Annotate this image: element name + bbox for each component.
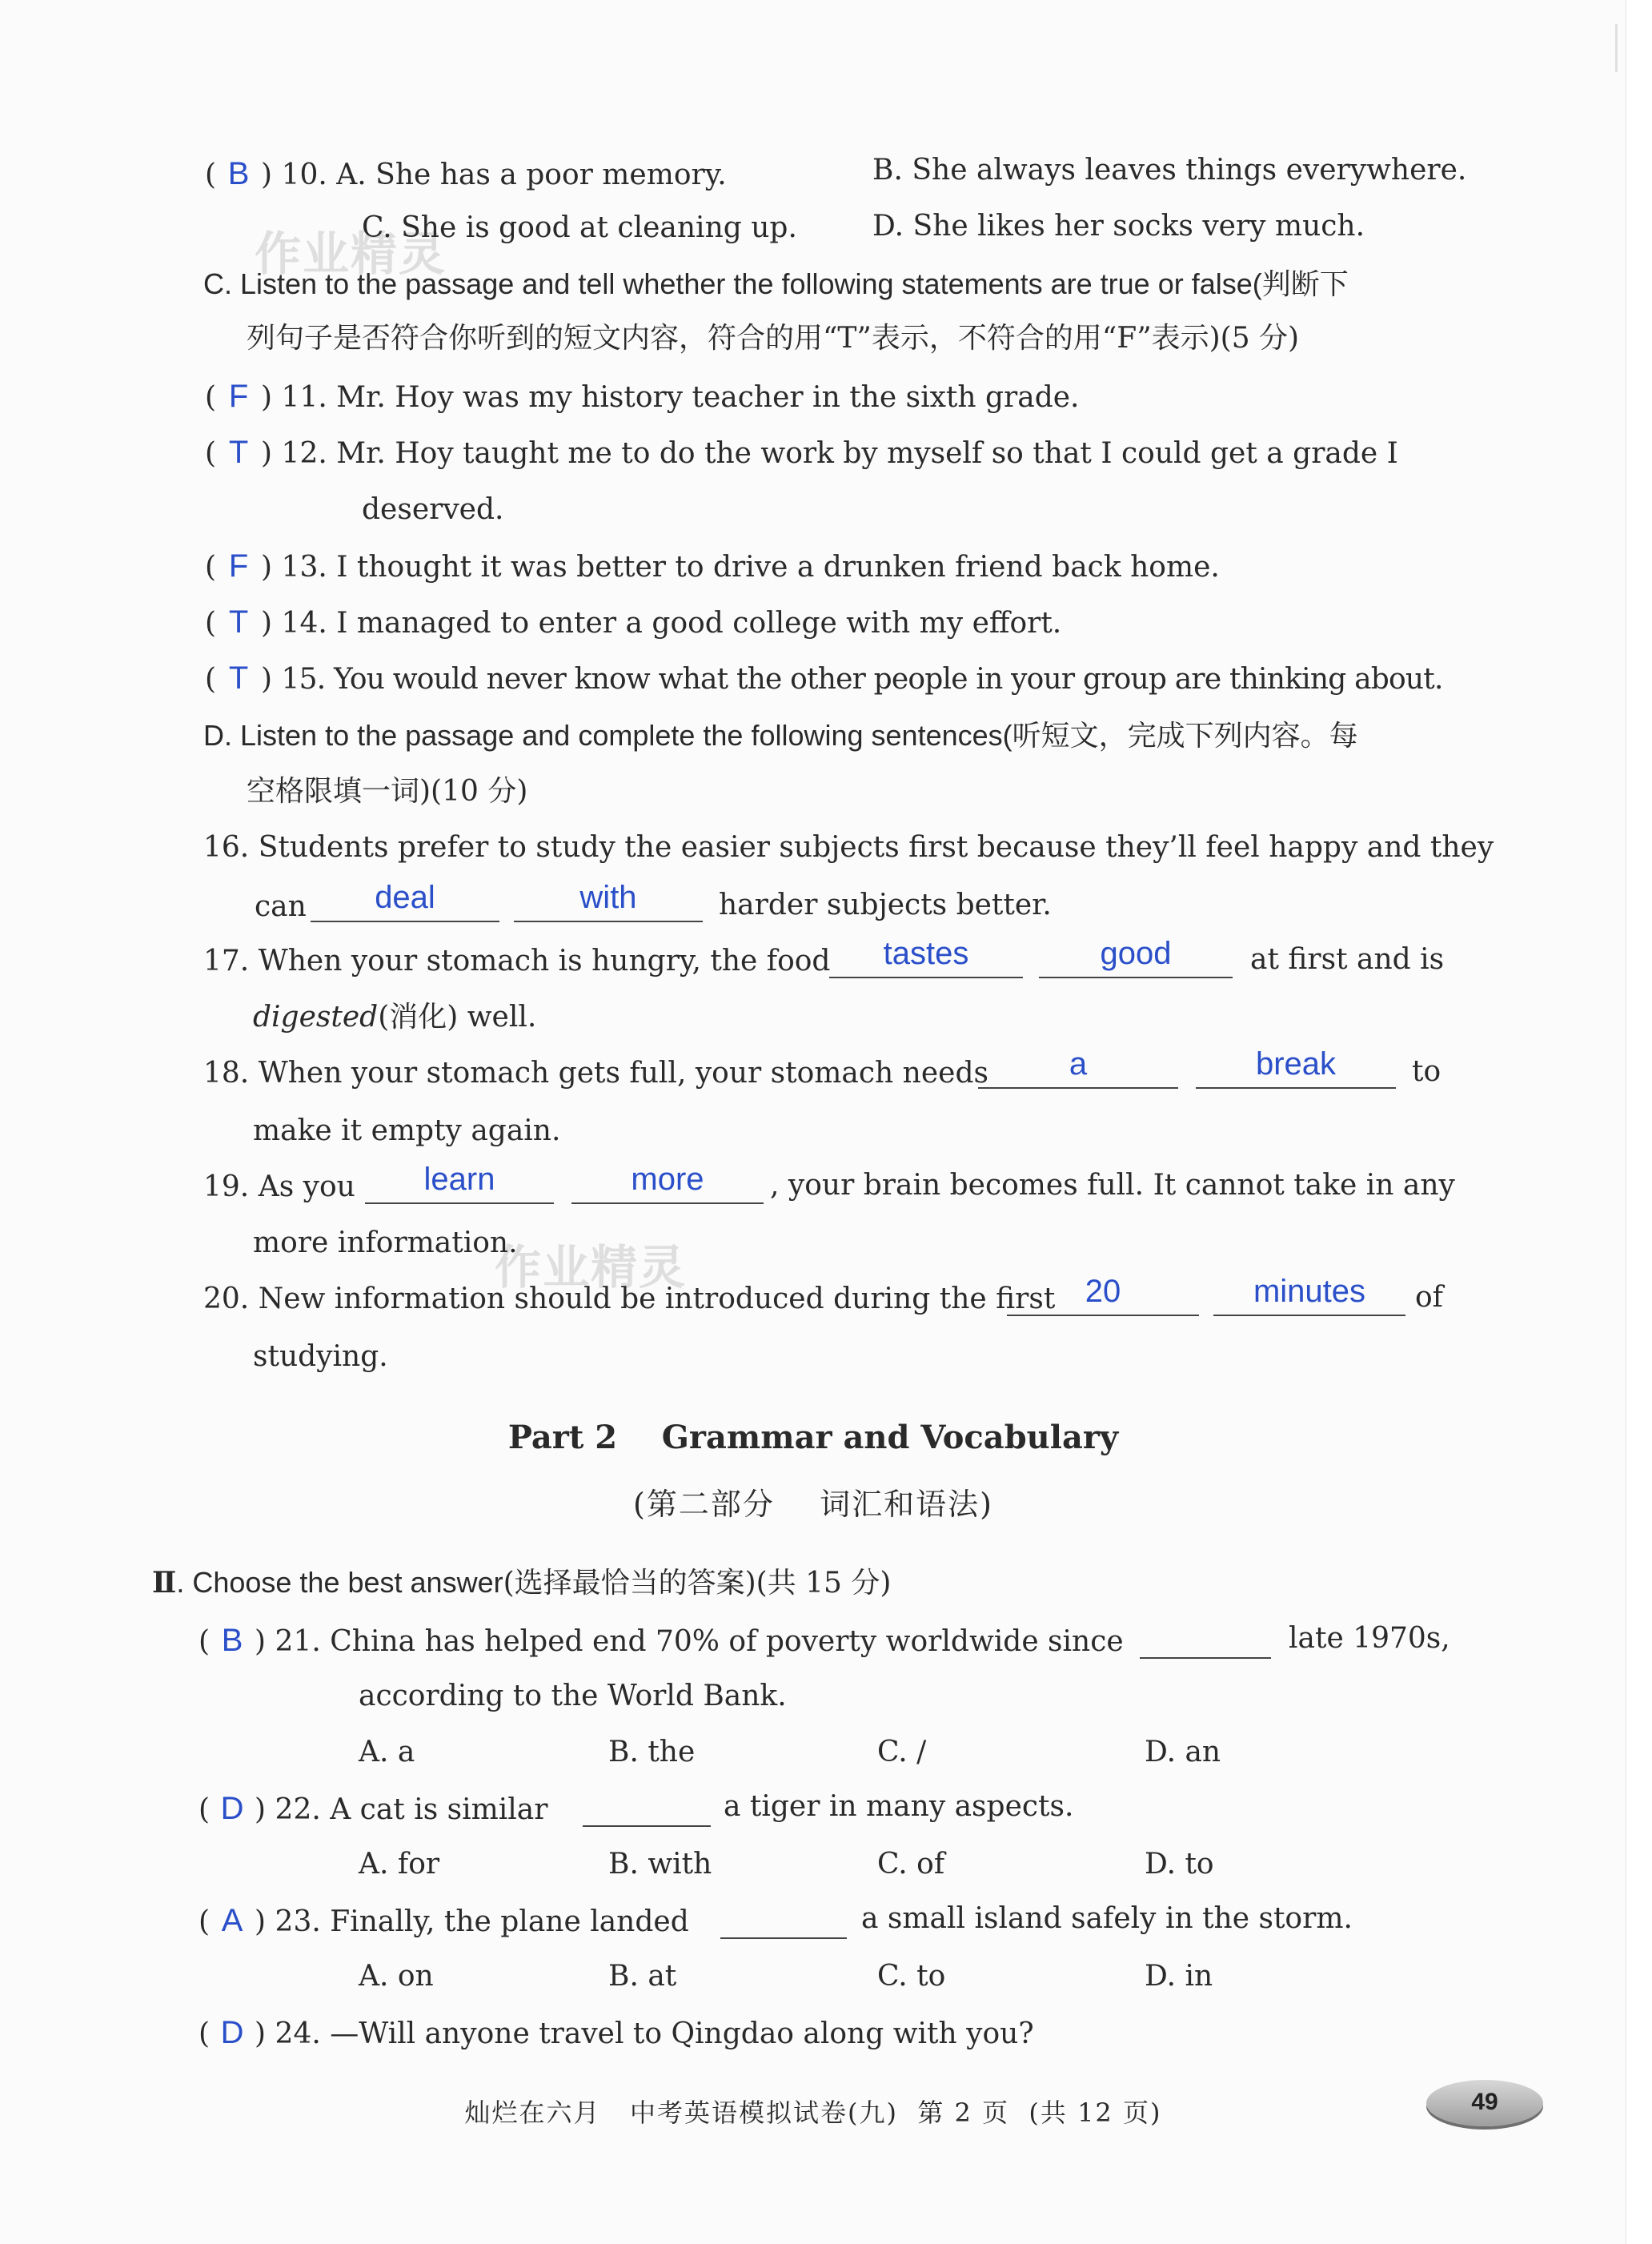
q16-answer-2: with: [579, 880, 637, 915]
q18-answer-1: a: [1069, 1046, 1088, 1082]
q24-answer: D: [220, 2015, 244, 2050]
q17-blank-2[interactable]: [1039, 936, 1233, 978]
q24-row: ( D ) 24. —Will anyone travel to Qingdao along with you?: [198, 2015, 1034, 2050]
page-edge: [1626, 0, 1652, 2244]
watermark: 作业精灵: [255, 227, 447, 281]
q23-answer: A: [221, 1903, 243, 1938]
q18-line2: make it empty again.: [253, 1114, 561, 1147]
q20-answer-2: minutes: [1253, 1274, 1366, 1309]
q19-blank-1[interactable]: [365, 1162, 554, 1204]
q22-option-a[interactable]: A. for: [359, 1848, 440, 1881]
q12-row: ( T ) 12. Mr. Hoy taught me to do the work by myself so that I could get a grade I: [205, 435, 1398, 470]
q18-blank-1[interactable]: [978, 1046, 1178, 1089]
q20-post: of: [1415, 1281, 1443, 1314]
q17-post: at first and is: [1250, 943, 1445, 976]
q13-row: ( F ) 13. I thought it was better to drive a drunken friend back home.: [205, 548, 1220, 584]
q23-post: a small island safely in the storm.: [861, 1902, 1353, 1935]
page-footer: 灿烂在六月 中考英语模拟试卷(九) 第 2 页 (共 12 页): [464, 2097, 1162, 2128]
section-d-instructions-2: 空格限填一词)(10 分): [247, 775, 528, 808]
q15-row: ( T ) 15. You would never know what the other people in your group are thinking about.: [205, 660, 1443, 696]
q19-line2: more information.: [253, 1226, 518, 1259]
q22-answer: D: [220, 1791, 244, 1826]
q21-text: 21. China has helped end 70% of poverty worldwide since: [275, 1625, 1124, 1658]
watermark: 作业精灵: [495, 1240, 688, 1295]
q23-option-d[interactable]: D. in: [1145, 1960, 1213, 1993]
q17-italic-word: digested: [253, 1001, 379, 1034]
q14-row: ( T ) 14. I managed to enter a good college with my effort.: [205, 604, 1062, 640]
q17-blank-1[interactable]: [829, 936, 1023, 978]
q13-text: 13. I thought it was better to drive a drunken friend back home.: [281, 551, 1220, 584]
q19-blank-2[interactable]: [571, 1162, 764, 1204]
q12-text: 12. Mr. Hoy taught me to do the work by myself so that I could get a grade I: [281, 437, 1398, 470]
q20-blank-2[interactable]: [1213, 1274, 1405, 1316]
q19-post: , your brain becomes full. It cannot take in any: [770, 1169, 1455, 1202]
q21-blank[interactable]: [1140, 1620, 1271, 1659]
q12-continuation: deserved.: [362, 493, 504, 526]
q10-option-b: B. She always leaves things everywhere.: [872, 154, 1467, 187]
q20-line2: studying.: [253, 1340, 388, 1373]
q22-option-c[interactable]: C. of: [877, 1848, 945, 1881]
section-ii-title-en: . Choose the best answer: [176, 1566, 503, 1599]
q23-row: ( A ) 23. Finally, the plane landed: [198, 1903, 689, 1938]
q10-number: 10.: [281, 159, 327, 191]
q22-post: a tiger in many aspects.: [724, 1790, 1074, 1823]
q17-line2-rest: (消化) well.: [378, 1001, 537, 1034]
q17-pre: 17. When your stomach is hungry, the food: [203, 945, 831, 977]
q21-post: late 1970s,: [1289, 1622, 1450, 1655]
q22-option-d[interactable]: D. to: [1145, 1848, 1214, 1881]
section-c-instructions-2: 列句子是否符合你听到的短文内容，符合的用“T”表示，不符合的用“F”表示)(5 分): [247, 322, 1300, 355]
q17-line2: [253, 999, 536, 1036]
section-c-instructions-1: C. Listen to the passage and tell whether the following statements are true or false(判断下: [203, 267, 1349, 300]
section-d-instructions-1: D. Listen to the passage and complete the following sentences(听短文，完成下列内容。每: [203, 719, 1358, 752]
q24-text: 24. —Will anyone travel to Qingdao along with you?: [275, 2017, 1034, 2050]
q23-option-c[interactable]: C. to: [877, 1960, 946, 1993]
q23-option-b[interactable]: B. at: [608, 1960, 677, 1993]
section-ii-title: [152, 1564, 891, 1602]
q17-answer-1: tastes: [883, 936, 969, 971]
q21-option-b[interactable]: B. the: [608, 1736, 696, 1768]
q21-line2: according to the World Bank.: [359, 1680, 787, 1712]
section-ii-roman: Ⅱ: [152, 1566, 177, 1600]
q20-answer-1: 20: [1085, 1274, 1121, 1309]
q15-text: 15. You would never know what the other people in your group are thinking about.: [281, 663, 1443, 696]
q10-row1: ( B ) 10. A. She has a poor memory.: [205, 156, 727, 191]
q21-row: ( B ) 21. China has helped end 70% of poverty worldwide since: [198, 1623, 1124, 1658]
q18-pre: 18. When your stomach gets full, your stomach needs: [203, 1057, 988, 1090]
q10-option-a: A. She has a poor memory.: [336, 159, 727, 191]
q13-answer: F: [228, 548, 249, 584]
q14-text: 14. I managed to enter a good college with my effort.: [281, 607, 1062, 640]
q11-row: ( F ) 11. Mr. Hoy was my history teacher in the sixth grade.: [205, 379, 1080, 414]
q12-answer: T: [228, 435, 249, 470]
q16-blank-1[interactable]: [311, 880, 499, 922]
q16-answer-1: deal: [375, 880, 435, 915]
q23-text: 23. Finally, the plane landed: [275, 1905, 689, 1938]
q19-answer-1: learn: [423, 1162, 495, 1197]
q16-line1: 16. Students prefer to study the easier subjects first because they’ll feel happy and they: [203, 831, 1494, 864]
q10-answer: B: [227, 156, 250, 191]
q14-answer: T: [228, 604, 249, 640]
q21-answer: B: [221, 1623, 243, 1658]
q19-answer-2: more: [631, 1162, 704, 1197]
q22-option-b[interactable]: B. with: [608, 1848, 712, 1881]
q21-option-d[interactable]: D. an: [1145, 1736, 1221, 1768]
q23-option-a[interactable]: A. on: [359, 1960, 434, 1993]
q16-pre: can: [255, 890, 307, 923]
q18-post: to: [1412, 1055, 1441, 1088]
q20-pre: 20. New information should be introduced during the first: [203, 1283, 1056, 1315]
q23-blank[interactable]: [720, 1901, 847, 1939]
q21-option-c[interactable]: C. /: [877, 1736, 927, 1768]
part2-title: Part 2 Grammar and Vocabulary: [507, 1419, 1119, 1456]
q10-option-c: C. She is good at cleaning up.: [362, 211, 797, 244]
q11-text: 11. Mr. Hoy was my history teacher in the sixth grade.: [281, 381, 1080, 414]
q22-blank[interactable]: [583, 1788, 711, 1827]
section-ii-title-cn: (选择最恰当的答案)(共 15 分): [503, 1567, 892, 1600]
q11-answer: F: [228, 379, 249, 414]
page-edge-mark: [1615, 24, 1618, 72]
q20-blank-1[interactable]: [1007, 1274, 1199, 1316]
q10-option-d: D. She likes her socks very much.: [872, 210, 1365, 243]
q15-answer: T: [228, 660, 249, 696]
q21-option-a[interactable]: A. a: [359, 1736, 415, 1768]
q22-row: ( D ) 22. A cat is similar: [198, 1791, 548, 1826]
page-number-badge: 49: [1426, 2080, 1543, 2126]
q16-post: harder subjects better.: [719, 889, 1052, 921]
q16-blank-2[interactable]: [514, 880, 703, 922]
q18-blank-2[interactable]: [1196, 1046, 1396, 1089]
q19-pre: 19. As you: [203, 1170, 355, 1203]
q22-text: 22. A cat is similar: [275, 1793, 548, 1826]
q17-answer-2: good: [1100, 936, 1172, 971]
q18-answer-2: break: [1255, 1046, 1337, 1082]
part2-subtitle: (第二部分 词汇和语法): [633, 1487, 993, 1522]
